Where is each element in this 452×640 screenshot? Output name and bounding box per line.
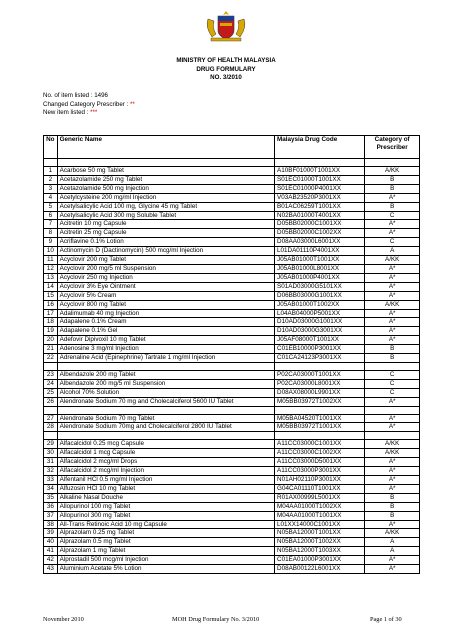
prescriber-category: A* <box>365 309 420 318</box>
table-row <box>44 414 420 423</box>
table-row <box>44 211 420 220</box>
drug-code: L01DA01110P4001XX <box>275 247 365 256</box>
drug-code: D05BB02000C1002XX <box>275 229 365 238</box>
new-item-legend: New item listed : *** <box>43 109 98 116</box>
prescriber-category: A* <box>365 220 420 229</box>
prescriber-category: A* <box>365 336 420 345</box>
row-number: 31 <box>44 458 58 467</box>
formulary-title: DRUG FORMULARY <box>196 65 256 73</box>
table-row <box>44 449 420 458</box>
table-row <box>44 502 420 511</box>
row-number: 39 <box>44 529 58 538</box>
prescriber-category: A* <box>365 556 420 565</box>
prescriber-category: A <box>365 538 420 547</box>
generic-name: Acyclovir 250 mg Injection <box>57 273 274 282</box>
table-row <box>44 538 420 547</box>
table-row <box>44 423 420 432</box>
table-row <box>44 547 420 556</box>
table-row <box>44 247 420 256</box>
drug-code: L04AB04000P5001XX <box>275 309 365 318</box>
generic-name: Allopurinol 300 mg Tablet <box>57 511 274 520</box>
prescriber-category: A/KK <box>365 449 420 458</box>
table-row <box>44 282 420 291</box>
prescriber-category: B <box>365 175 420 184</box>
generic-name: Alfacalcidol 1 mcg Capsule <box>57 449 274 458</box>
prescriber-category: C <box>365 388 420 397</box>
prescriber-category: A* <box>365 476 420 485</box>
generic-name: Adenosine 3 mg/ml Injection <box>57 345 274 354</box>
prescriber-category: A <box>365 547 420 556</box>
generic-name: Acarbose 50 mg Tablet <box>57 167 274 176</box>
prescriber-category: A <box>365 247 420 256</box>
prescriber-category: B <box>365 493 420 502</box>
drug-code: A10BF01000T1001XX <box>275 167 365 176</box>
drug-code: D08AB00122L6001XX <box>275 565 365 574</box>
drug-code: D10AD03000G3001XX <box>275 327 365 336</box>
group-spacer <box>44 159 420 167</box>
table-header-row <box>44 136 420 159</box>
generic-name: Allopurinol 100 mg Tablet <box>57 502 274 511</box>
table-row <box>44 397 420 406</box>
table-row <box>44 256 420 265</box>
drug-code: P02CA03000L8001XX <box>275 379 365 388</box>
row-number: 38 <box>44 520 58 529</box>
prescriber-category: A* <box>365 397 420 406</box>
generic-name: Acetylcysteine 200 mg/ml Injection <box>57 193 274 202</box>
drug-code: J05AB01000L8001XX <box>275 264 365 273</box>
generic-name: Albendazole 200 mg/5 ml Suspension <box>57 379 274 388</box>
row-number: 30 <box>44 449 58 458</box>
row-number: 19 <box>44 327 58 336</box>
table-row <box>44 511 420 520</box>
generic-name: Acyclovir 5% Cream <box>57 291 274 300</box>
generic-name: Acitretin 25 mg Capsule <box>57 229 274 238</box>
generic-name: Albendazole 200 mg Tablet <box>57 370 274 379</box>
row-number: 13 <box>44 273 58 282</box>
drug-code: G04CA01110T1001XX <box>275 484 365 493</box>
column-header-category: Category of Prescriber <box>365 136 420 159</box>
table-row <box>44 379 420 388</box>
drug-code: S01EC01000P4001XX <box>275 184 365 193</box>
generic-name: Alcohol 70% Solution <box>57 388 274 397</box>
row-number: 40 <box>44 538 58 547</box>
drug-code: M05BB03972T1002XX <box>275 397 365 406</box>
generic-name: Acetylsalicylic Acid 300 mg Soluble Tablet <box>57 211 274 220</box>
table-row <box>44 467 420 476</box>
row-number: 33 <box>44 476 58 485</box>
row-number: 41 <box>44 547 58 556</box>
row-number: 16 <box>44 300 58 309</box>
prescriber-category: A* <box>365 423 420 432</box>
row-number: 1 <box>44 167 58 176</box>
row-number: 17 <box>44 309 58 318</box>
drug-code: M04AA01000T1002XX <box>275 502 365 511</box>
prescriber-category: A/KK <box>365 167 420 176</box>
row-number: 35 <box>44 493 58 502</box>
malaysia-coat-of-arms-logo <box>202 9 250 43</box>
table-row <box>44 193 420 202</box>
row-number: 37 <box>44 511 58 520</box>
row-number: 27 <box>44 414 58 423</box>
prescriber-category: C <box>365 370 420 379</box>
drug-code: B01AC06259T1001XX <box>275 202 365 211</box>
generic-name: Acitretin 10 mg Capsule <box>57 220 274 229</box>
table-row <box>44 238 420 247</box>
drug-code: D08AX08000L9901XX <box>275 388 365 397</box>
table-row <box>44 565 420 574</box>
footer-date: November 2010 <box>43 616 84 623</box>
generic-name: Alendronate Sodium 70 mg Tablet <box>57 414 274 423</box>
generic-name: Alendronate Sodium 70mg and Cholecalciferol 2800 IU Tablet <box>57 423 274 432</box>
table-row <box>44 520 420 529</box>
prescriber-category: A* <box>365 467 420 476</box>
row-number: 15 <box>44 291 58 300</box>
drug-code: V03AB23520P3001XX <box>275 193 365 202</box>
column-header-drug-code: Malaysia Drug Code <box>275 136 365 159</box>
table-row <box>44 345 420 354</box>
prescriber-category: A* <box>365 229 420 238</box>
generic-name: Acetazolamide 500 mg Injection <box>57 184 274 193</box>
row-number: 21 <box>44 345 58 354</box>
generic-name: Alprazolam 1 mg Tablet <box>57 547 274 556</box>
prescriber-category: B <box>365 345 420 354</box>
row-number: 28 <box>44 423 58 432</box>
drug-code: C01EA01000P3001XX <box>275 556 365 565</box>
row-number: 4 <box>44 193 58 202</box>
formulary-number: NO. 3/2010 <box>210 74 242 81</box>
generic-name: Alfuzosin HCl 10 mg Tablet <box>57 484 274 493</box>
table-row <box>44 484 420 493</box>
prescriber-category: C <box>365 379 420 388</box>
table-row <box>44 175 420 184</box>
row-number: 6 <box>44 211 58 220</box>
table-row <box>44 167 420 176</box>
prescriber-category: A* <box>365 318 420 327</box>
drug-code: J05AB01000T1002XX <box>275 300 365 309</box>
drug-code: J05AB01000P4001XX <box>275 273 365 282</box>
row-number: 8 <box>44 229 58 238</box>
table-row <box>44 556 420 565</box>
changed-category-mark: ** <box>130 100 135 108</box>
drug-code: D08AA03000L6001XX <box>275 238 365 247</box>
row-number: 29 <box>44 440 58 449</box>
row-number: 10 <box>44 247 58 256</box>
drug-code: A11CC03000D5001XX <box>275 458 365 467</box>
generic-name: All-Trans Retinoic Acid 10 mg Capsule <box>57 520 274 529</box>
table-row <box>44 493 420 502</box>
table-row <box>44 202 420 211</box>
changed-category-legend: Changed Category Prescriber : ** <box>43 100 135 108</box>
drug-code: A11CC03000C1001XX <box>275 440 365 449</box>
prescriber-category: A* <box>365 520 420 529</box>
drug-code: D05BB02000C1001XX <box>275 220 365 229</box>
generic-name: Alkaline Nasal Douche <box>57 493 274 502</box>
row-number: 18 <box>44 318 58 327</box>
table-row <box>44 370 420 379</box>
prescriber-category: A* <box>365 193 420 202</box>
generic-name: Alendronate Sodium 70 mg and Cholecalciferol 5600 IU Tablet <box>57 397 274 406</box>
drug-code: N05BA12000T1003XX <box>275 547 365 556</box>
row-number: 11 <box>44 256 58 265</box>
group-spacer <box>44 362 420 370</box>
prescriber-category: B <box>365 354 420 363</box>
prescriber-category: A* <box>365 264 420 273</box>
table-row <box>44 388 420 397</box>
table-row <box>44 264 420 273</box>
row-number: 9 <box>44 238 58 247</box>
prescriber-category: A* <box>365 273 420 282</box>
drug-code: M04AA01000T1001XX <box>275 511 365 520</box>
drug-code: D06BB03000G1001XX <box>275 291 365 300</box>
prescriber-category: B <box>365 502 420 511</box>
drug-code: A11CC03000P3001XX <box>275 467 365 476</box>
row-number: 22 <box>44 354 58 363</box>
table-row <box>44 354 420 363</box>
row-number: 26 <box>44 397 58 406</box>
generic-name: Acriflavine 0.1% Lotion <box>57 238 274 247</box>
generic-name: Adalimumab 40 mg Injection <box>57 309 274 318</box>
drug-code: P02CA03000T1001XX <box>275 370 365 379</box>
table-row <box>44 273 420 282</box>
row-number: 23 <box>44 370 58 379</box>
generic-name: Alfacalcidol 2 mcg/ml Injection <box>57 467 274 476</box>
generic-name: Alprostadil 500 mcg/ml Injection <box>57 556 274 565</box>
group-spacer <box>44 406 420 414</box>
footer-page-number: Page 1 of 30 <box>370 616 402 623</box>
drug-code: N05BA12000T1001XX <box>275 529 365 538</box>
row-number: 20 <box>44 336 58 345</box>
row-number: 25 <box>44 388 58 397</box>
row-number: 43 <box>44 565 58 574</box>
table-row <box>44 476 420 485</box>
column-header-generic-name: Generic Name <box>57 136 274 159</box>
ministry-title: MINISTRY OF HEALTH MALAYSIA <box>176 57 276 64</box>
table-row <box>44 336 420 345</box>
prescriber-category: A/KK <box>365 300 420 309</box>
drug-formulary-table <box>43 135 420 574</box>
row-number: 2 <box>44 175 58 184</box>
prescriber-category: A/KK <box>365 256 420 265</box>
table-row <box>44 318 420 327</box>
table-body <box>44 159 420 574</box>
table-row <box>44 529 420 538</box>
generic-name: Aluminium Acetate 5% Lotion <box>57 565 274 574</box>
drug-code: S01AD03000G5101XX <box>275 282 365 291</box>
drug-code: A11CC03000C1002XX <box>275 449 365 458</box>
column-header-no: No <box>44 136 58 159</box>
drug-code: D10AD03000G1001XX <box>275 318 365 327</box>
table-row <box>44 184 420 193</box>
drug-code: N01AH02110P3001XX <box>275 476 365 485</box>
generic-name: Adapalene 0.1% Gel <box>57 327 274 336</box>
generic-name: Acyclovir 800 mg Tablet <box>57 300 274 309</box>
table-row <box>44 309 420 318</box>
row-number: 7 <box>44 220 58 229</box>
drug-code: M05BA04520T1001XX <box>275 414 365 423</box>
drug-code: J05AB01000T1001XX <box>275 256 365 265</box>
prescriber-category: A* <box>365 414 420 423</box>
prescriber-category: A/KK <box>365 440 420 449</box>
generic-name: Alfacalcidol 0.25 mcg Capsule <box>57 440 274 449</box>
generic-name: Acyclovir 3% Eye Ointment <box>57 282 274 291</box>
prescriber-category: A* <box>365 282 420 291</box>
drug-code: C01CA24123P3001XX <box>275 354 365 363</box>
table-row <box>44 291 420 300</box>
drug-code: S01EC01000T1001XX <box>275 175 365 184</box>
generic-name: Alprazolam 0.25 mg Tablet <box>57 529 274 538</box>
prescriber-category: C <box>365 211 420 220</box>
row-number: 24 <box>44 379 58 388</box>
drug-code: N05BA12000T1002XX <box>275 538 365 547</box>
drug-code: C01EB10000P3001XX <box>275 345 365 354</box>
new-item-mark: *** <box>90 109 98 116</box>
generic-name: Alprazolam 0.5 mg Tablet <box>57 538 274 547</box>
prescriber-category: A* <box>365 565 420 574</box>
row-number: 42 <box>44 556 58 565</box>
generic-name: Acetylsalicylic Acid 100 mg, Glycine 45 mg Tablet <box>57 202 274 211</box>
prescriber-category: B <box>365 202 420 211</box>
row-number: 5 <box>44 202 58 211</box>
row-number: 34 <box>44 484 58 493</box>
generic-name: Acetazolamide 250 mg Tablet <box>57 175 274 184</box>
row-number: 14 <box>44 282 58 291</box>
generic-name: Acyclovir 200 mg/5 ml Suspension <box>57 264 274 273</box>
table-row <box>44 300 420 309</box>
drug-code: M05BB03972T1001XX <box>275 423 365 432</box>
generic-name: Adrenaline Acid (Epinephrine) Tartrate 1 mg/ml Injection <box>57 354 274 363</box>
row-number: 3 <box>44 184 58 193</box>
prescriber-category: A* <box>365 327 420 336</box>
row-number: 32 <box>44 467 58 476</box>
generic-name: Alfentanil HCl 0.5 mg/ml Injection <box>57 476 274 485</box>
table-row <box>44 229 420 238</box>
drug-code: J05AF08000T1001XX <box>275 336 365 345</box>
prescriber-category: A* <box>365 291 420 300</box>
generic-name: Actinomycin D (Dactinomycin) 500 mcg/ml Injection <box>57 247 274 256</box>
drug-code: R01AX00999L5001XX <box>275 493 365 502</box>
prescriber-category: A* <box>365 484 420 493</box>
prescriber-category: A/KK <box>365 529 420 538</box>
table-row <box>44 220 420 229</box>
prescriber-category: B <box>365 184 420 193</box>
row-number: 36 <box>44 502 58 511</box>
table-row <box>44 458 420 467</box>
drug-code: L01XX14000C1001XX <box>275 520 365 529</box>
generic-name: Adapalene 0.1% Cream <box>57 318 274 327</box>
generic-name: Adefovir Dipivoxil 10 mg Tablet <box>57 336 274 345</box>
footer-title: MOH Drug Formulary No. 3/2010 <box>172 616 260 623</box>
drug-code: N02BA01000T4001XX <box>275 211 365 220</box>
group-spacer <box>44 432 420 440</box>
row-number: 12 <box>44 264 58 273</box>
prescriber-category: C <box>365 238 420 247</box>
items-listed-count: No. of item listed : 1496 <box>43 92 109 99</box>
prescriber-category: B <box>365 511 420 520</box>
table-row <box>44 440 420 449</box>
generic-name: Alfacalcidol 2 mcg/ml Drops <box>57 458 274 467</box>
prescriber-category: A* <box>365 458 420 467</box>
table-row <box>44 327 420 336</box>
generic-name: Acyclovir 200 mg Tablet <box>57 256 274 265</box>
